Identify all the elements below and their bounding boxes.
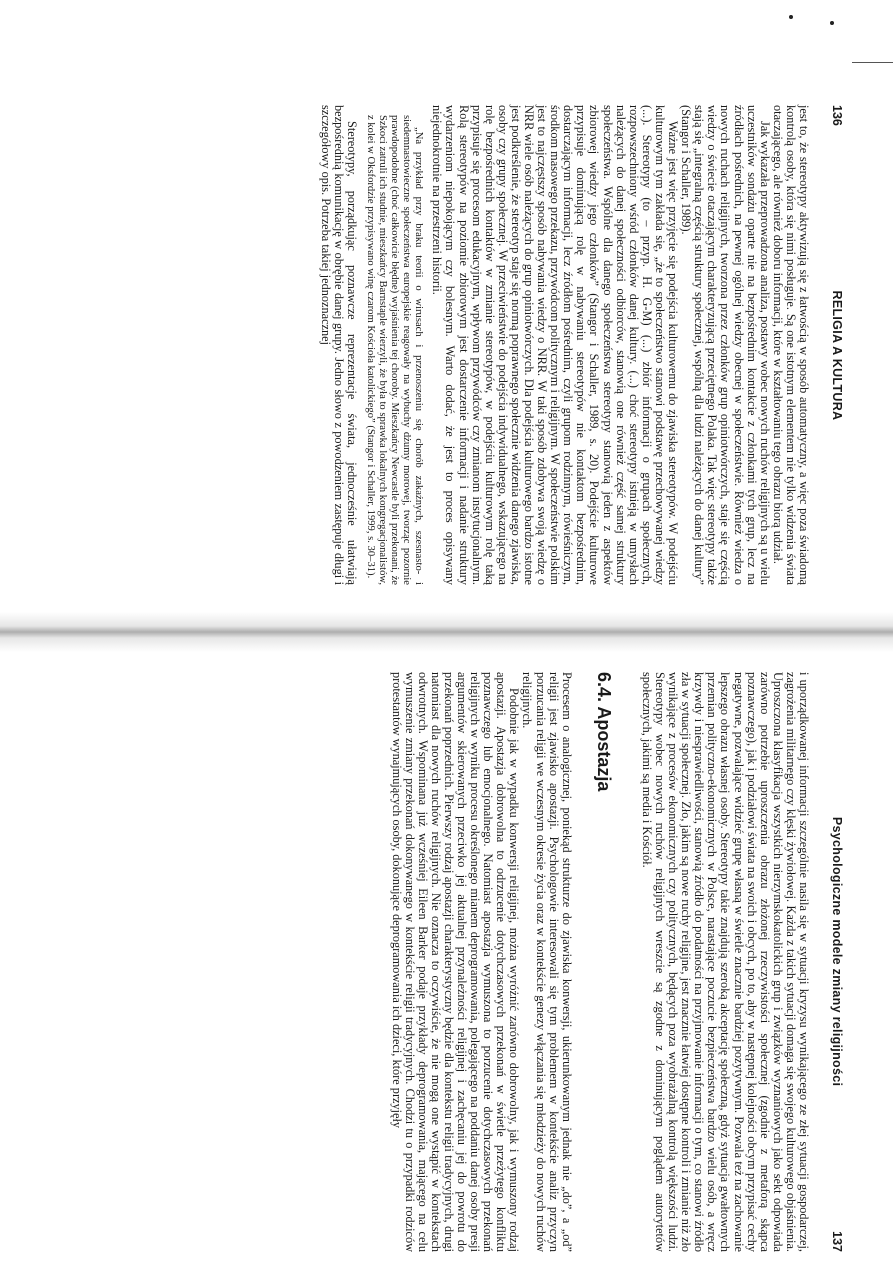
paragraph: i uporządkowanej informacji szczególnie nasila się w sytuacji kryzysu wynikającego ze złej sytuacji gospodarczej, zagrożenia militarnego czy klęski żywiołowej. Każda z takich sytuacji domaga się swojego kulturowego objaśnienia. Uproszczona klasyfikacja wszystkich nierzymskokatolickich grup i związków wyznaniowych jako sekt odpowiada zarówno potrzebie uproszczenia obrazu złożonej rzeczywistości społecznej (zgodnie z metaforą skąpca poznawczego), jak i podziałowi świata na swoich i obcych, po to, aby w następnej kolejności obcym przypisać cechy negatywne, pozwalające widzieć grupę własną w świetle znacznie bardziej pozytywnym. Pozwala też na zachowanie lepszego obrazu własnej osoby. Stereotypy takie znajdują szeroką akceptację społeczną, gdyż sytuacja gwałtownych przemian polityczno-ekonomicznych w Polsce, narastające poczucie bezpieczeństwa bardzo wielu osób, a wręcz krzywdy i niesprawiedliwości, stanowią źródło do podatności na przyjmowanie informacji o tym, co stanowi źródło zła w sytuacji społecznej. Zło, jakim są nowe ruchy religijne, jest znacznie łatwiej dostępne kontroli i zmianie niż zło wynikające z procesów ekonomicznych czy politycznych, będących poza wyobrażalną kontrolą większości ludzi. Stereotypy wobec nowych ruchów religijnych wreszcie są zgodne z dominującym poglądem autorytetów społecznych, jakimi są media i Kościół. <box>639 672 811 1252</box>
page-number: 136 <box>830 105 844 126</box>
running-header <box>830 105 844 585</box>
paragraph: Jak wykazała przeprowadzona analiza, postawy wobec nowych ruchów religijnych są u wielu uczestników sondażu oparte nie na bezpośrednim kontakcie z członkami tych grup, lecz na źródłach pośrednich, na pewnej ogólnej wiedzy obecnej w społeczeństwie. Również wiedza o nowych ruchach religijnych, tworzona przez członków grup opiniotwórczych, staje się częścią wiedzy o świecie otaczającym charakteryzującą przeciętnego Polaka. Tak więc stereotypy także stają się „integralną częścią struktury społecznej, wspólną dla ludzi należących do danej kultury” (Stangor i Schaller, 1989). <box>679 105 772 585</box>
running-header <box>830 672 844 1252</box>
page-fold-shadow <box>0 612 893 652</box>
page-136 <box>89 105 844 585</box>
running-head-title: RELIGIA A KULTURA <box>830 290 844 421</box>
page-body <box>389 672 810 1252</box>
paragraph: jest to, że stereotypy aktywizują się z łatwością w sposób automatyczny, a więc poza świadomą kontrolą osoby, która się nimi posługuje. Są one istotnym elementem nie tylko widzenia świata otaczającego, ale również doboru informacji, które w kształtowaniu tego obrazu biorą udział. <box>770 105 811 585</box>
page-number: 137 <box>830 1231 844 1252</box>
block-quote: „Na przykład przy braku teorii o wirusach i przenoszeniu się chorób zakaźnych, szesnasto- i siedemnastowieczne społeczeństwa europejskie reagowały na wybuchy dżumy morowej, tworząc pozornie prawdopodobne (choć całkowicie błędne) wyjaśnienia tej choroby. Mieszkańcy Newcastle byli przekonani, że Szkoci zatruli ich studnie, mieszkańcy Barnstaple wierzyli, że była to sprawka lokalnych kongregacjonalistów, z kolei w Oksfordzie przypisywano winę czarom Kościoła katolickiego” (Stangor i Schaller, 1999, s. 30–31). <box>365 115 425 585</box>
scan-speck <box>830 21 834 25</box>
paragraph: Podobnie jak w wypadku konwersji religijnej, można wyróżnić zarówno dobrowolny, jak i wymuszony rodzaj apostazji. Apostazja dobrowolna to odrzucenie dotychczasowych przekonań w świetle przeżytego konfliktu poznawczego lub emocjonalnego. Natomiast apostazja wymuszona to porzucenie dotychczasowych przekonań religijnych w wyniku procesu określonego mianem deprogramowania, polegającego na poddaniu danej osoby presji argumentów skierowanych przeciwko jej aktualnej przynależności religijnej i zachęcaniu jej do powrotu do przekonań poprzednich. Pierwszy rodzaj apostazji charakterystyczny będzie dla kontekstu religii tradycyjnych, drugi natomiast dla nowych ruchów religijnych. Nie oznacza to oczywiście, że nie mogą one wystąpić w kontekstach odwrotnych. Wspominana już wcześniej Eileen Barker podaje przykłady deprogramowania, mającego na celu wymuszenie zmiany przekonań dokonywanego w kontekście religii tradycyjnych. Chodzi tu o przypadki rodziców protestantów wynajmujących osoby, dokonujące deprogramowania ich dzieci, które przyjęły <box>389 672 522 1252</box>
paragraph: Ważne jest więc przyjęcie się podejścia kulturowemu do zjawiska stereotypów. W podejściu kulturowym tym zakłada się, „że to społeczeństwo stanowi podstawę przechowywanej wiedzy (...). Stereotypy (to – przyp. H. G-M) (...) zbiór informacji o grupach społecznych, rozpowszechniony wśród członków danej kultury. (...) choć stereotypy istnieją w umysłach należących do danej społeczności odbiorców, stanowią one również część samej struktury społeczeństwa. Wspólne dla danego społeczeństwa stereotypy stanowią jeden z aspektów zbiorowej wiedzy jego członków” (Stangor i Schaller, 1989, s. 20). Podejście kulturowe przypisuje dominującą rolę w nabywaniu stereotypów nie kontaktom bezpośrednim, dostarczającym informacji, lecz źródłom pośrednim, czyli grupom rodzinnym, rówieśniczym, środkom masowego przekazu, przywódcom politycznym i religijnym. W społeczeństwie polskim jest to najczęstszy sposób nabywania wiedzy o NRR. W taki sposób zdobywa swoją wiedzę o NRR wiele osób należących do grup opiniotwórczych. Dla podejścia kulturowego bardzo istotne jest podkreślenie, że stereotyp staje się normą poprawnego społecznie widzenia danego zjawiska, osoby czy grupy społecznej. W przeciwieństwie do podejścia indywidualnego, wskazującego na rolę bezpośrednich kontaktów w zmianie stereotypów, w podejściu kulturowym rolę taką przypisuje się procesom edukacyjnym, wpływom przywódców czy zmianom instytucjonalnym. Rolą stereotypów na poziomie zbiorowym jest dostarczenie informacji i nadanie struktury wydarzeniom niepokojącym czy bolesnym. Warto dodać, że jest to proces opisywany niejednokrotnie na przestrzeni historii. <box>430 105 681 585</box>
running-head-title: Psychologiczne modele zmiany religijności <box>830 816 844 1087</box>
paragraph: Stereotypy, porządkując poznawcze reprezentacje świata, jednocześnie ułatwiają bezpośrednią komunikację w obrębie danej grupy. Jedno słowo z powodzeniem zastępuje długi i szczegółowy opis. Potrzeba takiej jednoznacznej <box>319 105 360 585</box>
paragraph: Procesem o analogicznej, poniekąd strukturze do zjawiska konwersji, ukierunkowanym jednak nie „do”, a „od” religii jest zjawisko apostazji. Psychologowie interesowali się tym problemem w kontekście analiz przyczyn porzucania religii we wczesnym okresie życia oraz w kontekście genezy włączania się młodzieży do nowych ruchów religijnych. <box>520 672 574 1252</box>
section-heading: 6.4. Apostazja <box>593 672 614 792</box>
scan-speck <box>789 15 793 19</box>
page-137 <box>89 672 844 1252</box>
page-body <box>319 105 810 585</box>
scan-edge-line <box>852 62 893 63</box>
